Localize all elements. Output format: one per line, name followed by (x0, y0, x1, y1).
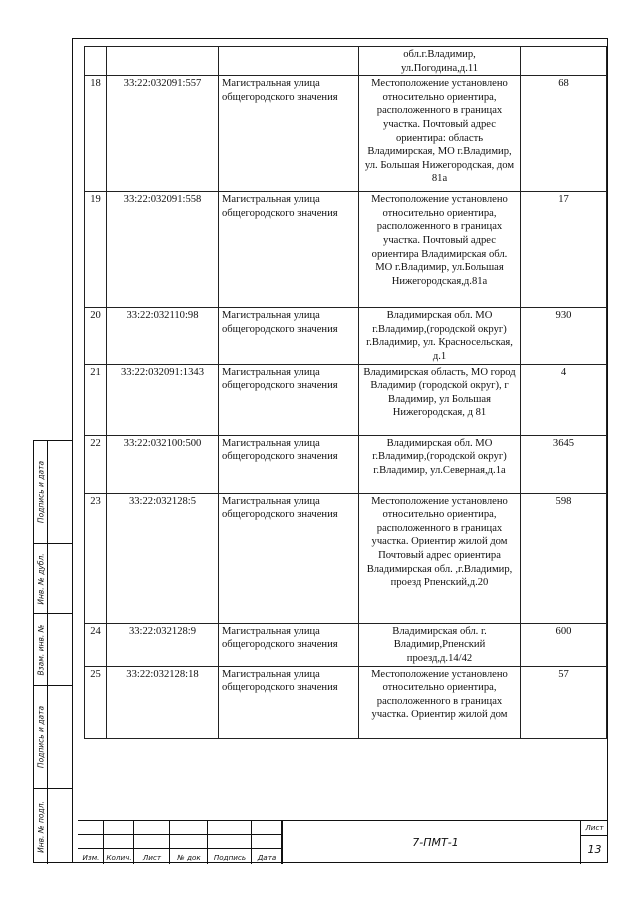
sheet-box (580, 821, 608, 864)
cell-cadastre: 33:22:032091:557 (107, 76, 219, 192)
cell-address: Владимирская обл. МО г.Владимир,(городской округ) г.Владимир, ул. Красносельская, д.1 (359, 308, 521, 364)
sheet-label: Лист (581, 821, 608, 836)
cell-area: 600 (521, 623, 607, 666)
cell-address: Владимирская область, МО город Владимир (городской округ), г Владимир, ул Большая Нижегородская, д 81 (359, 364, 521, 435)
cell-num: 20 (85, 308, 107, 364)
cell-area: 17 (521, 192, 607, 308)
cell-cadastre: 33:22:032091:1343 (107, 364, 219, 435)
cell-area: 57 (521, 666, 607, 738)
cell-cadastre (107, 47, 219, 76)
cell-cadastre: 33:22:032091:558 (107, 192, 219, 308)
cell-num: 21 (85, 364, 107, 435)
cell-num: 24 (85, 623, 107, 666)
side-label: Взам. инв. № (36, 624, 45, 675)
cell-area: 3645 (521, 435, 607, 493)
cell-area (521, 47, 607, 76)
stamp-header-podpis: Подпись (213, 853, 247, 862)
cell-address: Владимирская обл. МО г.Владимир,(городской округ) г.Владимир, ул.Северная,д.1а (359, 435, 521, 493)
cell-area: 598 (521, 493, 607, 623)
cell-num: 18 (85, 76, 107, 192)
side-cell-sign-date-2 (34, 686, 72, 789)
table-row (85, 47, 607, 76)
cell-num (85, 47, 107, 76)
table-row (85, 192, 607, 308)
cell-area: 930 (521, 308, 607, 364)
side-strip (33, 440, 72, 863)
cell-cadastre: 33:22:032128:9 (107, 623, 219, 666)
sheet-number: 13 (587, 843, 602, 856)
table-row (85, 76, 607, 192)
side-cell-inv-dubl (34, 544, 72, 614)
cell-address: Местоположение установлено относительно ориентира, расположенного в границах участка. Почтовый адрес ориентира Владимирская обл. МО г.Владимир, ул.Большая Нижегородская,д.81а (359, 192, 521, 308)
cell-area: 4 (521, 364, 607, 435)
cell-name: Магистральная улица общегородского значения (219, 364, 359, 435)
cell-cadastre: 33:22:032128:5 (107, 493, 219, 623)
table-row (85, 493, 607, 623)
cell-address: Владимирская обл. г. Владимир,Рпенский проезд,д.14/42 (359, 623, 521, 666)
side-label: Подпись и дата (36, 460, 45, 524)
cell-address: Местоположение установлено относительно ориентира, расположенного в границах участка. Ориентир жилой дом (359, 666, 521, 738)
land-plots-table (84, 46, 607, 739)
cell-address: Местоположение установлено относительно ориентира, расположенного в границах участка. Ориентир жилой дом Почтовый адрес ориентира Владимирская обл. ,г.Владимир, проезд Рпенский,д.20 (359, 493, 521, 623)
table-row (85, 666, 607, 738)
title-block (78, 820, 608, 863)
cell-num: 25 (85, 666, 107, 738)
stamp-header-data: Дата (257, 853, 277, 862)
title-block-grid (78, 821, 282, 864)
table-row (85, 623, 607, 666)
cell-name (219, 47, 359, 76)
side-cell-vzam-inv (34, 614, 72, 686)
cell-cadastre: 33:22:032128:18 (107, 666, 219, 738)
stamp-header-doc: № док (177, 853, 201, 862)
side-label: Инв. № дубл. (36, 552, 45, 605)
cell-name: Магистральная улица общегородского значения (219, 76, 359, 192)
cell-name: Магистральная улица общегородского значения (219, 435, 359, 493)
stamp-header-list: Лист (142, 853, 162, 862)
cell-cadastre: 33:22:032100:500 (107, 435, 219, 493)
side-cell-sign-date (34, 441, 72, 544)
table-row (85, 308, 607, 364)
cell-num: 22 (85, 435, 107, 493)
cell-num: 19 (85, 192, 107, 308)
table-row (85, 364, 607, 435)
stamp-header-kolich: Колич. (106, 853, 132, 862)
cell-num: 23 (85, 493, 107, 623)
cell-name: Магистральная улица общегородского значения (219, 493, 359, 623)
side-label: Подпись и дата (36, 705, 45, 769)
cell-name: Магистральная улица общегородского значения (219, 308, 359, 364)
table-row (85, 435, 607, 493)
cell-address: обл.г.Владимир, ул.Погодина,д.11 (359, 47, 521, 76)
cell-area: 68 (521, 76, 607, 192)
cell-address: Местоположение установлено относительно ориентира, расположенного в границах участка. Почтовый адрес ориентира: область Владимирская, МО г.Владимир, ул. Большая Нижегородская, дом 81а (359, 76, 521, 192)
stamp-header-izm: Изм. (82, 853, 100, 862)
cell-cadastre: 33:22:032110:98 (107, 308, 219, 364)
document-code: 7-ПМТ-1 (282, 821, 588, 864)
cell-name: Магистральная улица общегородского значения (219, 623, 359, 666)
side-cell-inv-podl (34, 789, 72, 864)
cell-name: Магистральная улица общегородского значения (219, 192, 359, 308)
side-label: Инв. № подл. (36, 800, 45, 853)
cell-name: Магистральная улица общегородского значения (219, 666, 359, 738)
